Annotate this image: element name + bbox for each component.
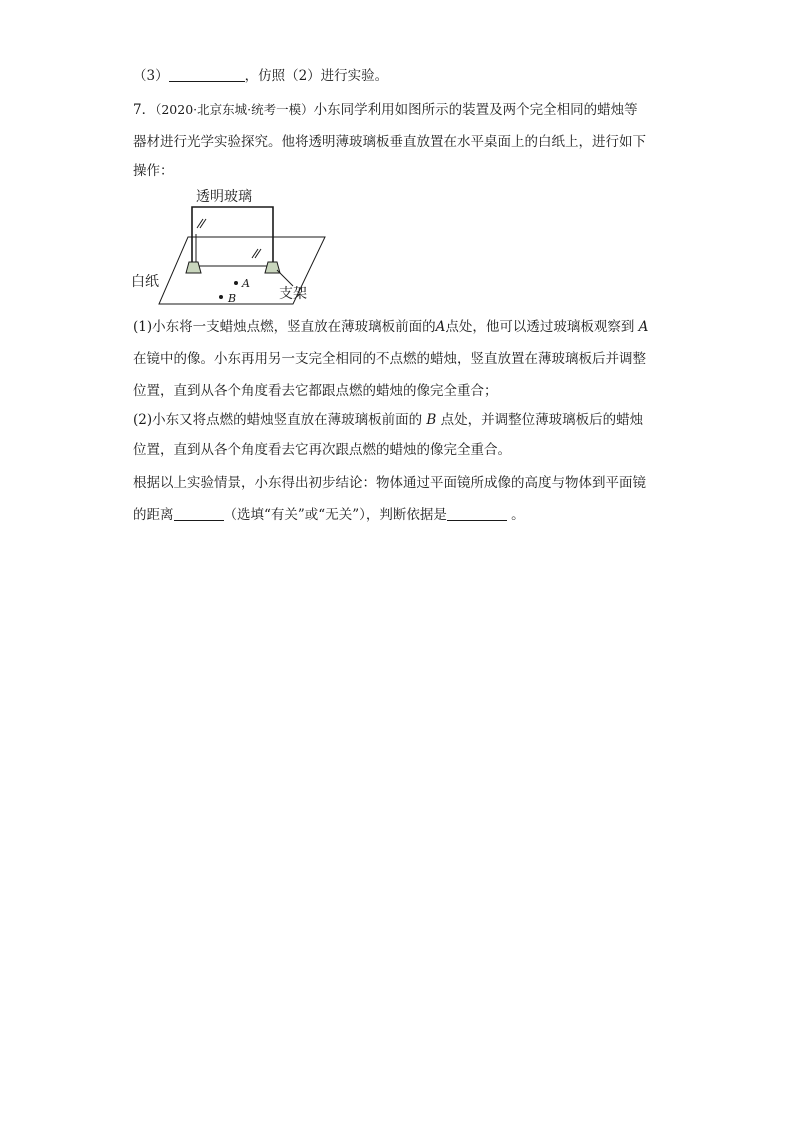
step1-line2 [133,350,673,368]
step1-text-line2: 在镜中的像。小东再用另一支完全相同的不点燃的蜡烛，竖直放置在薄玻璃板后并调整 [133,351,646,367]
q3-answer-blank[interactable] [169,67,245,82]
conclusion-line2 [133,506,673,524]
stand-leader-line [277,270,293,286]
glass-hatch-marks-right [252,249,261,258]
step1-text-line3: 位置，直到从各个角度看去它都跟点燃的蜡烛的像完全重合； [133,383,498,399]
q7-source: （2020·北京东城·统考一模） [155,102,314,117]
figure-label-glass: 透明玻璃 [196,189,252,205]
q7-intro-line3 [133,162,673,180]
q7-intro-text3: 操作： [133,163,174,179]
conclusion-text-a: 的距离 [133,507,174,523]
figure-label-b: B [228,292,237,305]
step1-point-a2: A [638,319,649,335]
step1-text-b: 点处，他可以透过玻璃板观察到 [445,319,635,335]
q3-line [133,67,673,85]
step2-line1 [133,411,673,429]
figure-label-a: A [242,277,250,290]
step1-point-a: A [435,319,446,335]
conclusion-text-b: （选填“有关”或“无关”），判断依据是 [223,507,447,523]
stand-left [186,262,201,273]
q7-intro-line1 [133,101,673,119]
step2-text-a: (2)小东又将点燃的蜡烛竖直放在薄玻璃板前面的 [133,412,423,428]
conclusion-blank-2[interactable] [447,506,507,521]
point-a-dot [234,281,238,285]
step2-text-b: 点处，并调整位薄玻璃板后的蜡烛 [440,412,644,428]
q7-number: 7． [133,102,156,118]
step2-point-b: B [426,412,437,428]
step1-line3 [133,382,673,400]
point-b-dot [219,295,223,299]
step1-text-a: (1)小东将一支蜡烛点燃，竖直放在薄玻璃板前面的 [133,319,436,335]
conclusion-line1 [133,474,673,492]
step2-line2 [133,441,673,459]
figure-label-stand: 支架 [279,286,307,302]
conclusion-blank-1[interactable] [174,506,224,521]
step2-text-line2: 位置，直到从各个角度看去它再次跟点燃的蜡烛的像完全重合。 [133,442,511,458]
conclusion-text-line1: 根据以上实验情景，小东得出初步结论：物体通过平面镜所成像的高度与物体到平面镜 [133,475,646,491]
figure-label-paper: 白纸 [131,274,159,290]
q3-suffix: ，仿照（2）进行实验。 [244,68,389,84]
conclusion-text-c: 。 [506,507,525,523]
q3-prefix: （3） [133,68,169,84]
step1-line1 [133,318,673,336]
glass-hatch-marks-left [197,219,206,228]
experiment-figure [130,186,330,306]
q7-intro-text1: 小东同学利用如图所示的装置及两个完全相同的蜡烛等 [313,102,638,118]
q7-intro-text2: 器材进行光学实验探究。他将透明薄玻璃板垂直放置在水平桌面上的白纸上，进行如下 [133,134,646,150]
q7-intro-line2 [133,133,673,151]
